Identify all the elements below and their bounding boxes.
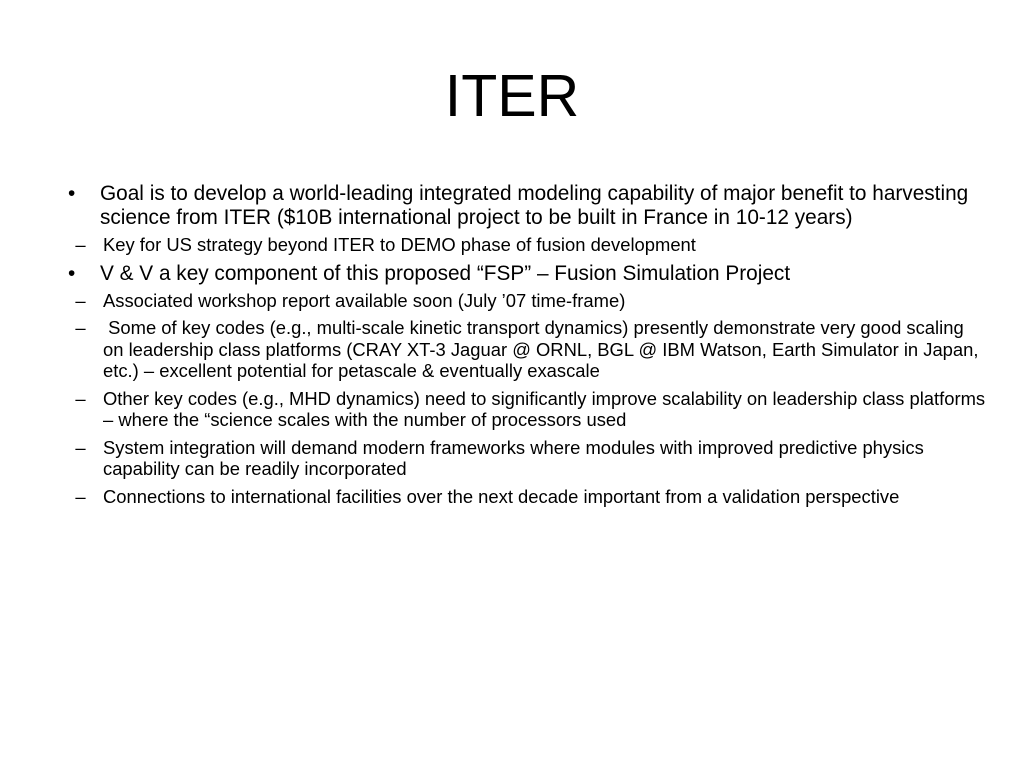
sub-bullet-text: Other key codes (e.g., MHD dynamics) need to significantly improve scalability on leadership class platforms – where the “science scales with the number of processors used: [103, 387, 986, 430]
sub-bullet-list: [75, 289, 986, 508]
sub-bullet-text: System integration will demand modern frameworks where modules with improved predictive physics capability can be readily incorporated: [103, 436, 924, 479]
bullet-text: Goal is to develop a world-leading integrated modeling capability of major benefit to harvesting science from ITER ($10B international project to be built in France in 10-12 years): [100, 182, 969, 229]
dash-marker: –: [75, 317, 86, 338]
dash-marker: –: [75, 234, 86, 255]
slide-title: ITER: [444, 63, 580, 129]
dash-marker: –: [75, 485, 86, 507]
sub-bullet-item: [58, 290, 988, 312]
sub-bullet-item: [58, 234, 988, 256]
dash-marker: –: [75, 436, 86, 458]
bullet-marker: •: [68, 261, 76, 285]
sub-bullet-item: [58, 317, 988, 382]
dash-marker: –: [75, 289, 86, 311]
sub-bullet-item: [58, 437, 988, 480]
bullet-list: [58, 182, 986, 513]
sub-bullet-text: Associated workshop report available soon (July ’07 time-frame): [103, 289, 626, 311]
sub-bullet-item: [58, 388, 988, 431]
sub-bullet-item: [58, 486, 988, 508]
bullet-marker: •: [68, 182, 76, 205]
sub-bullet-text: Some of key codes (e.g., multi-scale kinetic transport dynamics) presently demonstrate very good scaling on leadership class platforms (CRAY XT-3 Jaguar @ ORNL, BGL @ IBM Watson, Earth Simulator in Japan, etc.) – excellent potential for petascale & eventually exascale: [103, 317, 984, 381]
bullet-item: [58, 182, 978, 256]
sub-bullet-list: [75, 234, 978, 256]
sub-bullet-text: Connections to international facilities over the next decade important from a validation perspective: [103, 485, 900, 507]
bullet-text: V & V a key component of this proposed “FSP” – Fusion Simulation Project: [100, 261, 791, 285]
bullet-item: [58, 261, 986, 508]
dash-marker: –: [75, 387, 86, 409]
sub-bullet-text: Key for US strategy beyond ITER to DEMO phase of fusion development: [103, 234, 696, 255]
